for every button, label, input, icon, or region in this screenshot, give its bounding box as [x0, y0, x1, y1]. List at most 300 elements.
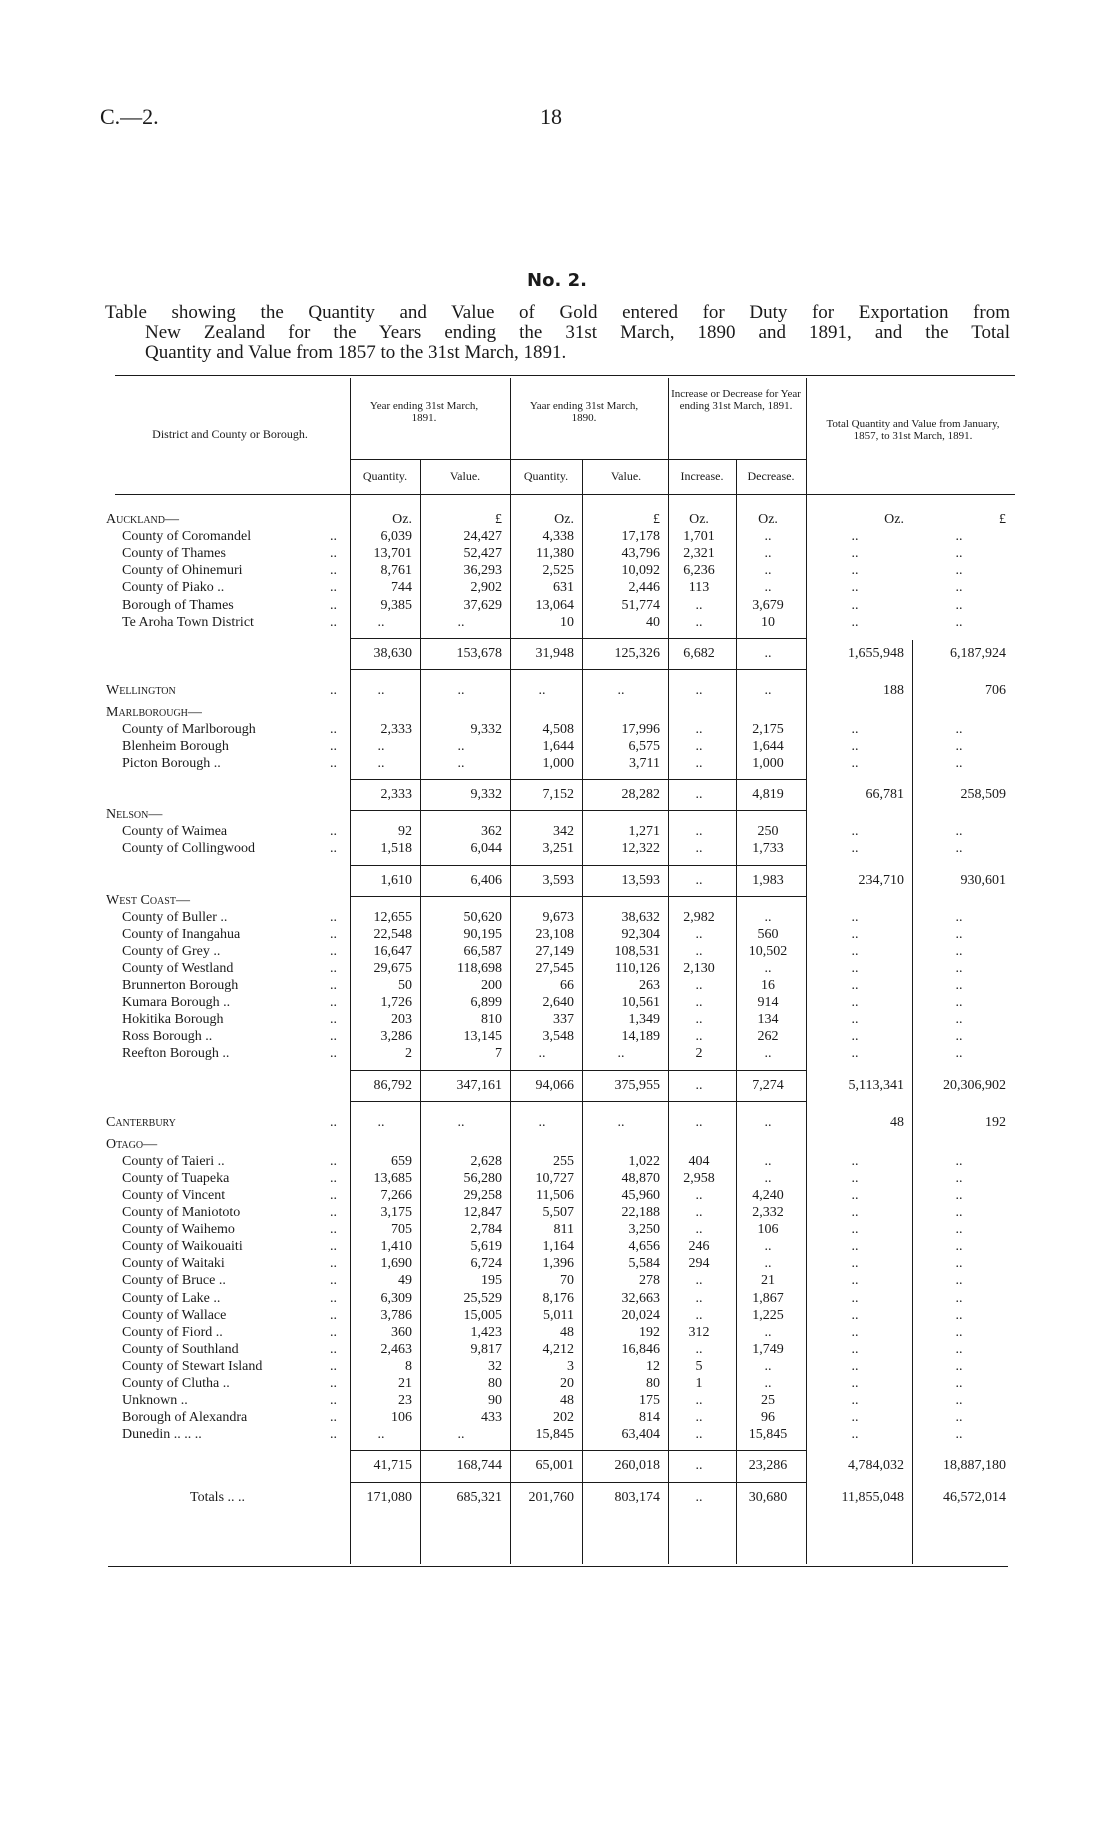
data-row-cell: 15,845: [535, 1427, 574, 1443]
data-row-cell: 1,423: [470, 1324, 502, 1340]
units-row-cell: Oz.: [554, 512, 574, 527]
data-row-cell: 32: [488, 1358, 502, 1374]
data-row-cell: ..: [764, 529, 772, 545]
data-row-cell: 6,039: [380, 529, 412, 545]
data-row-cell: ..: [695, 926, 703, 942]
row-label: County of Southland: [122, 1341, 239, 1357]
data-row-cell: ..: [764, 1256, 772, 1272]
row-label: County of Westland: [122, 960, 234, 976]
row-leader-dots: ..: [330, 1046, 337, 1062]
row-leader-dots: ..: [330, 1222, 337, 1238]
subtotal-row-cell: 1,655,948: [848, 645, 904, 661]
data-row-cell: ..: [955, 529, 963, 545]
row-label: County of Vincent: [122, 1187, 226, 1203]
units-row-cell: £: [653, 512, 660, 527]
data-row-cell: 10,502: [748, 943, 788, 959]
data-row-cell: 8,176: [542, 1290, 574, 1306]
subtotal-row-cell: 375,955: [614, 1077, 660, 1093]
subtotal-bottom-rule: [350, 896, 806, 897]
subtotal-row-cell: 38,630: [373, 645, 412, 661]
data-row-cell: 16,846: [621, 1341, 660, 1357]
data-row-cell: 278: [639, 1273, 660, 1289]
data-row-cell: 3,711: [629, 756, 660, 772]
row-label: Kumara Borough ..: [122, 995, 231, 1011]
row-label: Ross Borough ..: [122, 1029, 213, 1045]
totals-row-cell: 201,760: [528, 1489, 574, 1505]
totals-row-cell: 11,855,048: [841, 1489, 904, 1505]
data-row-cell: ..: [764, 563, 772, 579]
data-row-cell: ..: [851, 1170, 859, 1186]
region-total-row-cell: ..: [617, 1114, 625, 1130]
data-row-cell: 113: [688, 580, 710, 596]
data-row-cell: 22,188: [621, 1205, 660, 1220]
data-row-cell: ..: [695, 1341, 703, 1357]
region-heading: Nelson—: [106, 807, 163, 823]
data-row-cell: ..: [955, 1239, 963, 1255]
data-row-cell: 110,126: [615, 960, 660, 976]
row-leader-dots: ..: [330, 1012, 337, 1028]
data-row-cell: 3,786: [380, 1307, 412, 1323]
data-row-cell: ..: [617, 1046, 625, 1062]
subtotal-row-cell: 4,784,032: [848, 1458, 904, 1474]
data-row-cell: 92: [398, 824, 412, 840]
data-row-cell: ..: [457, 1427, 465, 1443]
data-row-cell: 17,178: [621, 529, 660, 545]
row-label: County of Thames: [122, 546, 226, 562]
data-row-cell: 255: [553, 1153, 574, 1169]
data-row-cell: ..: [695, 1029, 703, 1045]
data-row-cell: 36,293: [463, 563, 502, 579]
data-row-cell: 11,380: [536, 546, 574, 562]
data-row-cell: 29,258: [463, 1187, 502, 1203]
data-row-cell: 1: [695, 1376, 703, 1391]
data-row-cell: ..: [457, 614, 465, 630]
row-label: Unknown ..: [122, 1393, 188, 1409]
data-row-cell: ..: [764, 1170, 772, 1186]
subtotal-row-cell: 3,593: [542, 872, 574, 888]
data-row-cell: 16,647: [373, 943, 412, 959]
totals-row-cell: 803,174: [614, 1489, 660, 1505]
data-row-cell: ..: [955, 1273, 963, 1289]
data-row-cell: ..: [955, 546, 963, 562]
data-row-cell: ..: [695, 824, 703, 840]
data-row-cell: 25: [761, 1393, 775, 1409]
data-row-cell: ..: [695, 721, 703, 737]
data-row-cell: ..: [851, 824, 859, 840]
data-row-cell: 2,463: [380, 1341, 412, 1357]
row-label: Borough of Alexandra: [122, 1410, 248, 1426]
data-row-cell: 20: [560, 1376, 574, 1391]
data-row-cell: 7,266: [380, 1187, 412, 1203]
data-row-cell: 10,727: [535, 1170, 574, 1186]
subtotal-rule: [350, 1070, 806, 1071]
data-row-cell: 63,404: [621, 1427, 660, 1443]
title-line-3: Quantity and Value from 1857 to the 31st March, 1891.: [145, 342, 567, 363]
data-row-cell: 2,130: [683, 960, 715, 976]
data-row-cell: ..: [764, 1153, 772, 1169]
data-row-cell: 11,506: [536, 1187, 574, 1203]
row-leader-dots: ..: [330, 756, 337, 772]
header-decrease: Decrease.: [747, 469, 795, 483]
data-row-cell: 16: [761, 978, 775, 993]
data-row-cell: ..: [851, 529, 859, 545]
data-row-cell: 13,685: [373, 1170, 412, 1186]
data-row-cell: 43,796: [621, 546, 660, 562]
region-total-row-cell: ..: [764, 682, 772, 698]
row-label: County of Stewart Island: [122, 1358, 263, 1374]
subtotal-bottom-rule: [350, 669, 806, 670]
data-row-cell: 6,044: [470, 841, 502, 857]
data-row-cell: 50,620: [463, 909, 502, 925]
data-row-cell: 14,189: [621, 1029, 660, 1045]
data-row-cell: 24,427: [463, 529, 502, 545]
data-row-cell: ..: [955, 1307, 963, 1323]
data-row-cell: 4,212: [542, 1341, 574, 1357]
data-row-cell: 175: [639, 1393, 660, 1409]
data-row-cell: 80: [488, 1376, 502, 1391]
data-row-cell: ..: [851, 739, 859, 754]
data-row-cell: 52,427: [463, 546, 502, 562]
data-row-cell: 1,022: [628, 1153, 660, 1169]
data-row-cell: ..: [955, 1153, 963, 1169]
data-row-cell: ..: [695, 1222, 703, 1238]
data-row-cell: 92,304: [621, 926, 660, 942]
data-row-cell: 263: [639, 978, 660, 993]
data-row-cell: ..: [955, 597, 963, 613]
data-row-cell: 66,587: [463, 943, 502, 959]
subtotal-row-cell: 28,282: [621, 787, 660, 803]
data-row-cell: ..: [377, 1427, 385, 1443]
data-row-cell: ..: [695, 614, 703, 630]
data-row-cell: 13,701: [373, 546, 412, 562]
row-label: County of Waikouaiti: [122, 1239, 243, 1255]
row-leader-dots: ..: [330, 1170, 337, 1186]
region-total-row-cell: 188: [883, 682, 904, 698]
units-row-cell: Oz.: [758, 512, 778, 527]
data-row-cell: ..: [695, 1307, 703, 1323]
header-year-1890: Yaar ending 31st March, 1890.: [529, 400, 639, 424]
data-row-cell: 1,644: [752, 739, 784, 754]
data-row-cell: 744: [391, 580, 412, 596]
header-value-1890: Value.: [610, 469, 642, 483]
data-row-cell: ..: [764, 1376, 772, 1391]
region-total-row-cell: ..: [764, 1114, 772, 1130]
header-year-1891: Year ending 31st March, 1891.: [369, 400, 479, 424]
data-row-cell: 12,322: [621, 841, 660, 857]
units-row-cell: Oz.: [884, 512, 904, 527]
row-leader-dots: ..: [330, 614, 337, 630]
data-row-cell: ..: [851, 943, 859, 959]
data-row-cell: 1,000: [542, 756, 574, 772]
data-row-cell: ..: [851, 580, 859, 596]
data-row-cell: 6,899: [470, 995, 502, 1011]
region-total-row-cell: ..: [377, 682, 385, 698]
subtotal-bottom-rule: [350, 1101, 806, 1102]
data-row-cell: 4,656: [628, 1239, 660, 1255]
data-row-cell: ..: [851, 1376, 859, 1391]
row-label: County of Grey ..: [122, 943, 221, 959]
region-total-row-cell: ..: [617, 682, 625, 698]
subtotal-row-cell: 86,792: [373, 1077, 412, 1093]
data-row-cell: 312: [688, 1324, 710, 1340]
data-row-cell: ..: [955, 1427, 963, 1443]
subtotal-row-cell: 13,593: [621, 872, 660, 888]
data-row-cell: ..: [955, 824, 963, 840]
subtotal-row-cell: 168,744: [456, 1458, 502, 1474]
data-row-cell: 2,446: [628, 580, 660, 596]
page-ref: C.—2.: [100, 104, 159, 129]
region-total-row-cell: ..: [377, 1114, 385, 1130]
data-row-cell: 10,561: [621, 995, 660, 1011]
data-row-cell: 262: [757, 1029, 779, 1045]
data-row-cell: ..: [955, 756, 963, 772]
data-row-cell: 51,774: [621, 597, 660, 613]
data-row-cell: 90: [488, 1393, 502, 1409]
row-leader-dots: ..: [330, 580, 337, 596]
data-row-cell: ..: [695, 1205, 703, 1220]
data-row-cell: ..: [695, 739, 703, 754]
subtotal-row-cell: 125,326: [614, 645, 660, 661]
data-row-cell: 2,525: [542, 563, 574, 579]
data-row-cell: ..: [851, 1427, 859, 1443]
row-label: County of Wallace: [122, 1307, 227, 1323]
row-leader-dots: ..: [330, 1393, 337, 1409]
data-row-cell: 1,749: [752, 1341, 784, 1357]
data-row-cell: 10: [560, 614, 574, 630]
row-label: County of Maniototo: [122, 1205, 241, 1220]
subtotal-row-cell: 6,682: [683, 645, 715, 661]
subtotal-row-cell: 94,066: [535, 1077, 574, 1093]
data-row-cell: 9,385: [380, 597, 412, 613]
subtotal-rule: [350, 1450, 806, 1451]
row-label: Hokitika Borough: [122, 1012, 224, 1028]
row-leader-dots: ..: [330, 563, 337, 579]
region-heading: Marlborough—: [106, 704, 202, 720]
data-row-cell: 1,164: [542, 1239, 574, 1255]
row-leader-dots: ..: [330, 978, 337, 993]
subtotal-bottom-rule: [350, 810, 806, 811]
data-row-cell: ..: [955, 1256, 963, 1272]
data-row-cell: 108,531: [614, 943, 660, 959]
data-row-cell: ..: [851, 1273, 859, 1289]
data-row-cell: 810: [481, 1012, 502, 1028]
data-row-cell: 3: [567, 1358, 574, 1374]
data-row-cell: 45,960: [621, 1187, 660, 1203]
data-row-cell: ..: [955, 1029, 963, 1045]
data-row-cell: ..: [955, 1393, 963, 1409]
row-label: County of Bruce ..: [122, 1273, 226, 1289]
data-row-cell: 56,280: [463, 1170, 502, 1186]
subtotal-row-cell: 4,819: [752, 787, 784, 803]
data-row-cell: ..: [764, 1046, 772, 1062]
totals-row-cell: 685,321: [456, 1489, 502, 1505]
row-label: Blenheim Borough: [122, 739, 229, 754]
data-row-cell: 27,149: [535, 943, 574, 959]
row-label: County of Buller ..: [122, 909, 228, 925]
row-leader-dots: ..: [330, 1410, 337, 1426]
data-row-cell: 1,225: [752, 1307, 784, 1323]
data-row-cell: ..: [851, 1324, 859, 1340]
row-leader-dots: ..: [330, 546, 337, 562]
data-row-cell: ..: [851, 563, 859, 579]
data-row-cell: 10: [761, 614, 775, 630]
data-row-cell: ..: [851, 721, 859, 737]
region-heading: Otago—: [106, 1136, 158, 1152]
subtotal-row-cell: ..: [695, 872, 703, 888]
subtotal-rule: [350, 638, 806, 639]
data-row-cell: 250: [757, 824, 779, 840]
subtotal-row-cell: ..: [695, 1077, 703, 1093]
units-row-cell: £: [999, 512, 1006, 527]
row-leader-dots: ..: [330, 1427, 337, 1443]
region-heading: Canterbury: [106, 1114, 176, 1130]
subtotal-row-cell: 153,678: [456, 645, 502, 661]
data-row-cell: ..: [377, 756, 385, 772]
data-row-cell: 631: [553, 580, 574, 596]
data-row-cell: ..: [851, 1341, 859, 1357]
row-leader-dots: ..: [330, 841, 337, 857]
data-row-cell: 4,508: [542, 721, 574, 737]
title-line-1: Table showing the Quantity and Value of Gold entered for Duty for Exportation from: [105, 302, 1010, 323]
data-row-cell: ..: [695, 1273, 703, 1289]
row-label: Borough of Thames: [122, 597, 234, 613]
data-row-cell: ..: [851, 995, 859, 1011]
data-row-cell: 50: [398, 978, 412, 993]
data-row-cell: 1,410: [380, 1239, 412, 1255]
data-row-cell: 12: [646, 1358, 660, 1374]
data-row-cell: 2,333: [380, 721, 412, 737]
data-row-cell: 10,092: [621, 563, 660, 579]
data-row-cell: ..: [764, 580, 772, 596]
data-row-cell: 15,845: [748, 1427, 788, 1443]
data-row-cell: 22,548: [373, 926, 412, 942]
data-row-cell: ..: [955, 995, 963, 1011]
row-leader-dots: ..: [330, 1376, 337, 1391]
row-label: County of Clutha ..: [122, 1376, 230, 1391]
row-leader-dots: ..: [330, 1307, 337, 1323]
region-total-row-cell: ..: [695, 1114, 703, 1130]
data-row-cell: ..: [955, 1376, 963, 1391]
data-row-cell: 342: [553, 824, 574, 840]
data-row-cell: 2,784: [470, 1222, 502, 1238]
subtotal-row-cell: 6,406: [470, 872, 502, 888]
subtotal-row-cell: 41,715: [373, 1458, 412, 1474]
subtotal-row-cell: ..: [695, 787, 703, 803]
row-leader-dots: ..: [330, 995, 337, 1011]
data-row-cell: 13,145: [463, 1029, 502, 1045]
data-row-cell: 433: [481, 1410, 502, 1426]
data-row-cell: ..: [851, 1307, 859, 1323]
data-row-cell: ..: [851, 1393, 859, 1409]
data-row-cell: ..: [955, 1341, 963, 1357]
data-row-cell: ..: [955, 721, 963, 737]
region-heading: Auckland—: [106, 512, 179, 528]
data-row-cell: ..: [955, 580, 963, 596]
data-row-cell: ..: [851, 614, 859, 630]
data-row-cell: 48: [560, 1393, 574, 1409]
row-leader-dots: ..: [330, 1341, 337, 1357]
data-row-cell: 5,584: [628, 1256, 660, 1272]
row-label: County of Waitaki: [122, 1256, 225, 1272]
data-row-cell: 37,629: [463, 597, 502, 613]
data-row-cell: 3,251: [542, 841, 574, 857]
data-row-cell: ..: [377, 614, 385, 630]
totals-row-cell: ..: [695, 1489, 703, 1505]
data-row-cell: 17,996: [621, 721, 660, 737]
header-total: Total Quantity and Value from January, 1857, to 31st March, 1891.: [826, 418, 1000, 442]
data-row-cell: ..: [695, 1012, 703, 1028]
data-row-cell: 1,701: [683, 529, 715, 545]
data-row-cell: 7: [495, 1046, 502, 1062]
data-row-cell: 200: [481, 978, 502, 993]
row-leader-dots: ..: [330, 739, 337, 754]
data-row-cell: 21: [761, 1273, 775, 1289]
data-row-cell: 90,195: [463, 926, 502, 942]
subtotal-row-cell: 258,509: [960, 787, 1006, 803]
data-row-cell: ..: [695, 841, 703, 857]
subtotal-row-cell: 31,948: [535, 645, 574, 661]
row-label: County of Taieri ..: [122, 1153, 225, 1169]
data-row-cell: 4,240: [752, 1187, 784, 1203]
data-row-cell: 134: [757, 1012, 779, 1028]
data-row-cell: 8,761: [380, 563, 412, 579]
row-leader-dots: ..: [330, 682, 337, 698]
data-row-cell: 40: [646, 614, 660, 630]
data-row-cell: 32,663: [621, 1290, 660, 1306]
data-row-cell: 3,175: [380, 1205, 412, 1220]
data-row-cell: ..: [695, 1393, 703, 1409]
data-row-cell: ..: [955, 1410, 963, 1426]
data-row-cell: 6,236: [683, 563, 715, 579]
data-row-cell: 27,545: [535, 960, 574, 976]
subtotal-rule: [350, 779, 806, 780]
row-leader-dots: ..: [330, 926, 337, 942]
data-row-cell: 118,698: [457, 960, 502, 976]
subtotal-row-cell: 1,610: [380, 872, 412, 888]
row-leader-dots: ..: [330, 1239, 337, 1255]
region-total-row-cell: ..: [695, 682, 703, 698]
data-row-cell: ..: [695, 756, 703, 772]
subtotal-row-cell: 5,113,341: [848, 1077, 904, 1093]
row-label: County of Lake ..: [122, 1290, 221, 1306]
data-row-cell: 192: [639, 1324, 660, 1340]
data-row-cell: 2,628: [470, 1153, 502, 1169]
header-increase: Increase.: [680, 469, 724, 483]
subtotal-row-cell: ..: [764, 645, 772, 661]
data-row-cell: ..: [851, 1046, 859, 1062]
data-row-cell: 12,847: [463, 1205, 502, 1220]
row-leader-dots: ..: [330, 1358, 337, 1374]
data-row-cell: ..: [851, 1256, 859, 1272]
data-row-cell: 1,271: [628, 824, 660, 840]
title-line-2: New Zealand for the Years ending the 31st March, 1890 and 1891, and the Total: [145, 322, 1010, 343]
row-leader-dots: ..: [330, 1114, 337, 1130]
subtotal-row-cell: 18,887,180: [943, 1458, 1006, 1474]
data-row-cell: ..: [955, 563, 963, 579]
data-row-cell: 2,982: [683, 909, 715, 925]
row-label: Picton Borough ..: [122, 756, 221, 772]
data-row-cell: ..: [955, 1358, 963, 1374]
header-increase-decrease: Increase or Decrease for Year ending 31st March, 1891.: [671, 388, 801, 412]
data-row-cell: 3,286: [380, 1029, 412, 1045]
data-row-cell: 80: [646, 1376, 660, 1391]
region-total-row-cell: ..: [538, 1114, 546, 1130]
row-label: County of Waihemo: [122, 1222, 235, 1238]
data-row-cell: ..: [851, 1012, 859, 1028]
data-row-cell: 66: [560, 978, 574, 993]
subtotal-row-cell: 66,781: [865, 787, 904, 803]
region-total-row-cell: ..: [457, 682, 465, 698]
